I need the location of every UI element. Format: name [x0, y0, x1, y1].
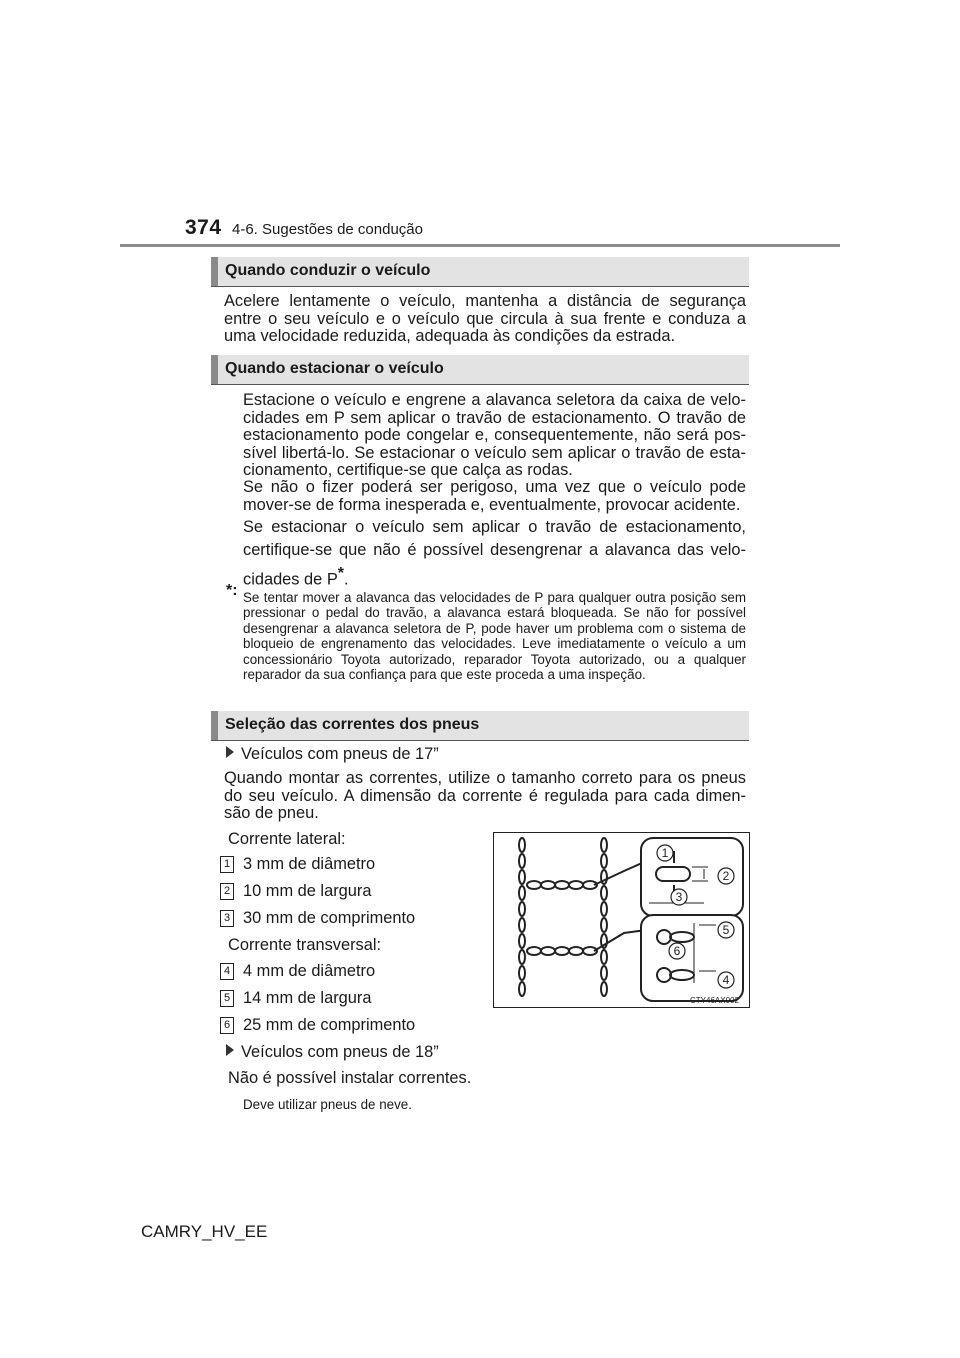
callout-3: 3 — [675, 890, 683, 904]
bullet-17-inch — [226, 745, 439, 764]
page-number: 374 — [185, 216, 222, 239]
cross-item-5: 14 mm de largura — [243, 989, 372, 1007]
item-badge: 2 — [220, 883, 234, 900]
lower-cross-chain — [527, 947, 597, 955]
snow-tires-note: Deve utilizar pneus de neve. — [243, 1097, 412, 1112]
item-badge: 1 — [220, 856, 234, 873]
heading-driving — [211, 257, 749, 287]
callout-5: 5 — [722, 923, 730, 937]
header-rule — [120, 244, 840, 247]
bullet-18-inch — [226, 1043, 439, 1062]
heading-driving-text: Quando conduzir o veículo — [225, 262, 431, 279]
cross-chain-label: Corrente transversal: — [228, 936, 382, 954]
heading-chains-text: Seleção das correntes dos pneus — [225, 716, 480, 733]
heading-parking-text: Quando estacionar o veículo — [225, 360, 444, 377]
parking-warning-paragraph: Se não o fizer poderá ser perigoso, uma vez que o veículo pode mover-se de forma inesperada e, eventualmente, provocar acidente. — [243, 478, 746, 514]
item-badge: 6 — [220, 1017, 234, 1034]
triangle-bullet-icon — [226, 1044, 234, 1056]
item-badge: 5 — [220, 990, 234, 1007]
callout-4: 4 — [722, 973, 730, 987]
figure-code: CTY46AX002 — [690, 996, 739, 1005]
no-chains-text: Não é possível instalar correntes. — [228, 1069, 472, 1087]
chains-intro: Quando montar as correntes, utilize o tamanho correto para os pneus do seu veículo. A dimensão da corrente é regulada para cada dimen-são de pneu. — [224, 769, 746, 822]
side-chain-label: Corrente lateral: — [228, 830, 346, 848]
callout-6: 6 — [673, 944, 681, 958]
side-item-2: 10 mm de largura — [243, 882, 372, 900]
heading-chains — [211, 711, 749, 741]
heading-parking — [211, 355, 749, 385]
callout-1: 1 — [661, 846, 669, 860]
footer-model: CAMRY_HV_EE — [141, 1222, 268, 1241]
tire-chain-figure — [493, 832, 750, 1008]
cross-item-6: 25 mm de comprimento — [243, 1016, 416, 1034]
left-vertical-chain — [519, 838, 525, 996]
callout-2: 2 — [722, 869, 730, 883]
side-item-1: 3 mm de diâmetro — [243, 855, 376, 873]
right-vertical-chain — [601, 838, 607, 996]
parking-lever-paragraph — [243, 516, 746, 591]
parking-paragraph: Estacione o veículo e engrene a alavanca seletora da caixa de velo-cidades em P sem aplicar o travão de estacionamento. O travão de estacionamento pode congelar e, consequentemente, não será pos-sível libertá-lo. Se estacionar o veículo sem aplicar o travão de esta-cionamento, certifique-se que calça as rodas. — [243, 391, 746, 479]
item-badge: 3 — [220, 910, 234, 927]
upper-cross-chain — [527, 881, 597, 889]
cross-item-4: 4 mm de diâmetro — [243, 962, 376, 980]
bullet-17-text: Veículos com pneus de 17” — [241, 745, 439, 763]
parking-lever-text: Se estacionar o veículo sem aplicar o travão de estacionamento, certifique-se que não é possível desengrenar a alavanca das velo-cidades de P — [243, 518, 746, 589]
footnote-text: Se tentar mover a alavanca das velocidades de P para qualquer outra posição sem pressionar o pedal do travão, a alavanca estará bloqueada. Se não for possível desengrenar a alavanca seletora de P, pode haver um problema com o sistema de bloqueio de engrenamento das velocidades. Leve imediatamente o veículo a um concessionário Toyota autorizado, reparador Toyota autorizado, ou a qualquer reparador da sua confiança para que este proceda a uma inspeção. — [243, 590, 746, 683]
period: . — [344, 570, 349, 589]
asterisk-mark: * — [337, 565, 345, 582]
section-title: 4-6. Sugestões de condução — [232, 221, 423, 238]
side-item-3: 30 mm de comprimento — [243, 909, 416, 927]
driving-paragraph: Acelere lentamente o veículo, mantenha a distância de segurança entre o seu veículo e o veículo que circula à sua frente e conduza a uma velocidade reduzida, adequada às condições da estrada. — [224, 292, 746, 345]
triangle-bullet-icon — [226, 746, 234, 758]
bullet-18-text: Veículos com pneus de 18” — [241, 1043, 439, 1061]
item-badge: 4 — [220, 963, 234, 980]
tire-chain-illustration — [494, 833, 749, 1007]
footnote-mark: *: — [226, 582, 238, 599]
